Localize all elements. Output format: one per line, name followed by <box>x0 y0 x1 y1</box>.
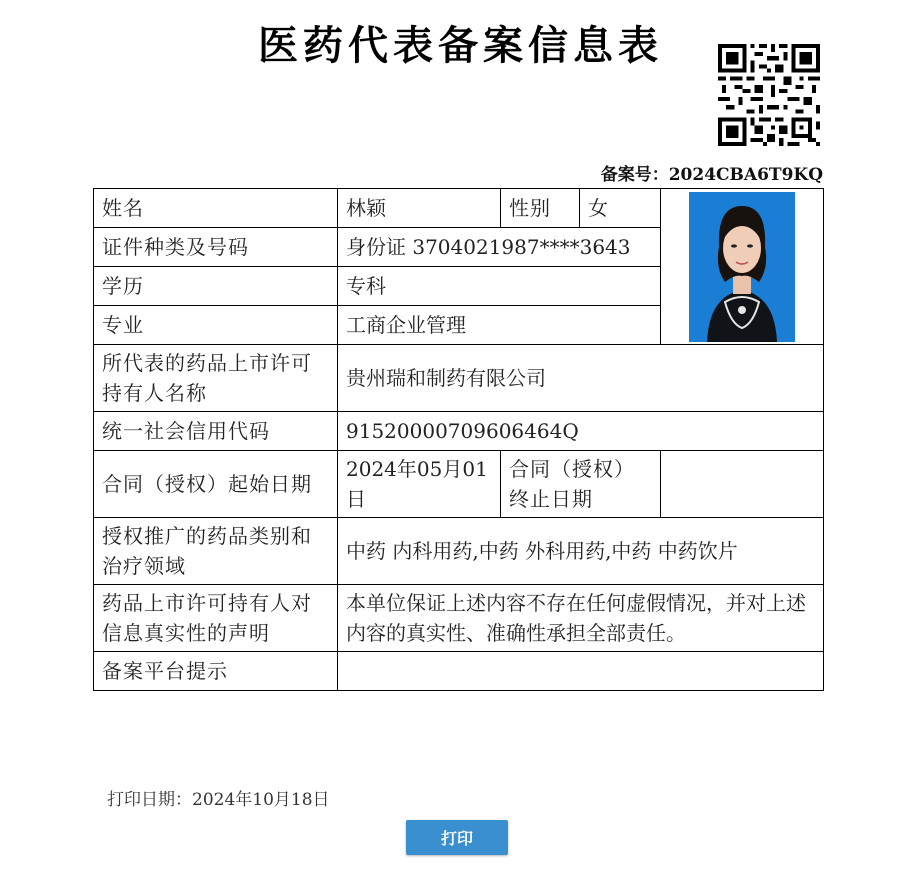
id-label: 证件种类及号码 <box>94 228 338 267</box>
major-label: 专业 <box>94 306 338 345</box>
photo-cell <box>661 189 824 345</box>
gender-label: 性别 <box>501 189 580 228</box>
end-date-value <box>661 451 824 518</box>
avatar <box>689 192 795 342</box>
record-number <box>601 160 823 185</box>
record-number-value: 2024CBA6T9KQ <box>668 165 823 185</box>
name-value: 林颖 <box>338 189 501 228</box>
start-date-value: 2024年05月01日 <box>338 451 501 518</box>
declaration-value: 本单位保证上述内容不存在任何虚假情况，并对上述内容的真实性、准确性承担全部责任。 <box>338 585 824 652</box>
credit-code-value: 91520000709606464Q <box>338 412 824 451</box>
platform-label: 备案平台提示 <box>94 652 338 691</box>
print-date-label: 打印日期： <box>107 790 192 810</box>
gender-value: 女 <box>580 189 661 228</box>
row-holder <box>94 345 824 412</box>
declaration-label: 药品上市许可持有人对信息真实性的声明 <box>94 585 338 652</box>
platform-value <box>338 652 824 691</box>
scope-value: 中药 内科用药,中药 外科用药,中药 中药饮片 <box>338 518 824 585</box>
scope-label: 授权推广的药品类别和治疗领域 <box>94 518 338 585</box>
education-value: 专科 <box>338 267 661 306</box>
print-button[interactable]: 打印 <box>406 820 508 855</box>
row-scope <box>94 518 824 585</box>
print-date <box>107 785 330 810</box>
row-platform <box>94 652 824 691</box>
id-value: 身份证 3704021987****3643 <box>338 228 661 267</box>
row-name <box>94 189 824 228</box>
holder-label: 所代表的药品上市许可持有人名称 <box>94 345 338 412</box>
page-title: 医药代表备案信息表 <box>258 22 663 69</box>
holder-value: 贵州瑞和制药有限公司 <box>338 345 824 412</box>
row-contract-dates <box>94 451 824 518</box>
start-date-label: 合同（授权）起始日期 <box>94 451 338 518</box>
credit-code-label: 统一社会信用代码 <box>94 412 338 451</box>
qr-code-icon <box>718 44 820 146</box>
row-credit-code <box>94 412 824 451</box>
info-table <box>93 188 824 691</box>
print-date-value: 2024年10月18日 <box>192 790 330 810</box>
end-date-label: 合同（授权）终止日期 <box>501 451 661 518</box>
major-value: 工商企业管理 <box>338 306 661 345</box>
education-label: 学历 <box>94 267 338 306</box>
name-label: 姓名 <box>94 189 338 228</box>
record-number-label: 备案号： <box>600 165 669 185</box>
row-declaration <box>94 585 824 652</box>
